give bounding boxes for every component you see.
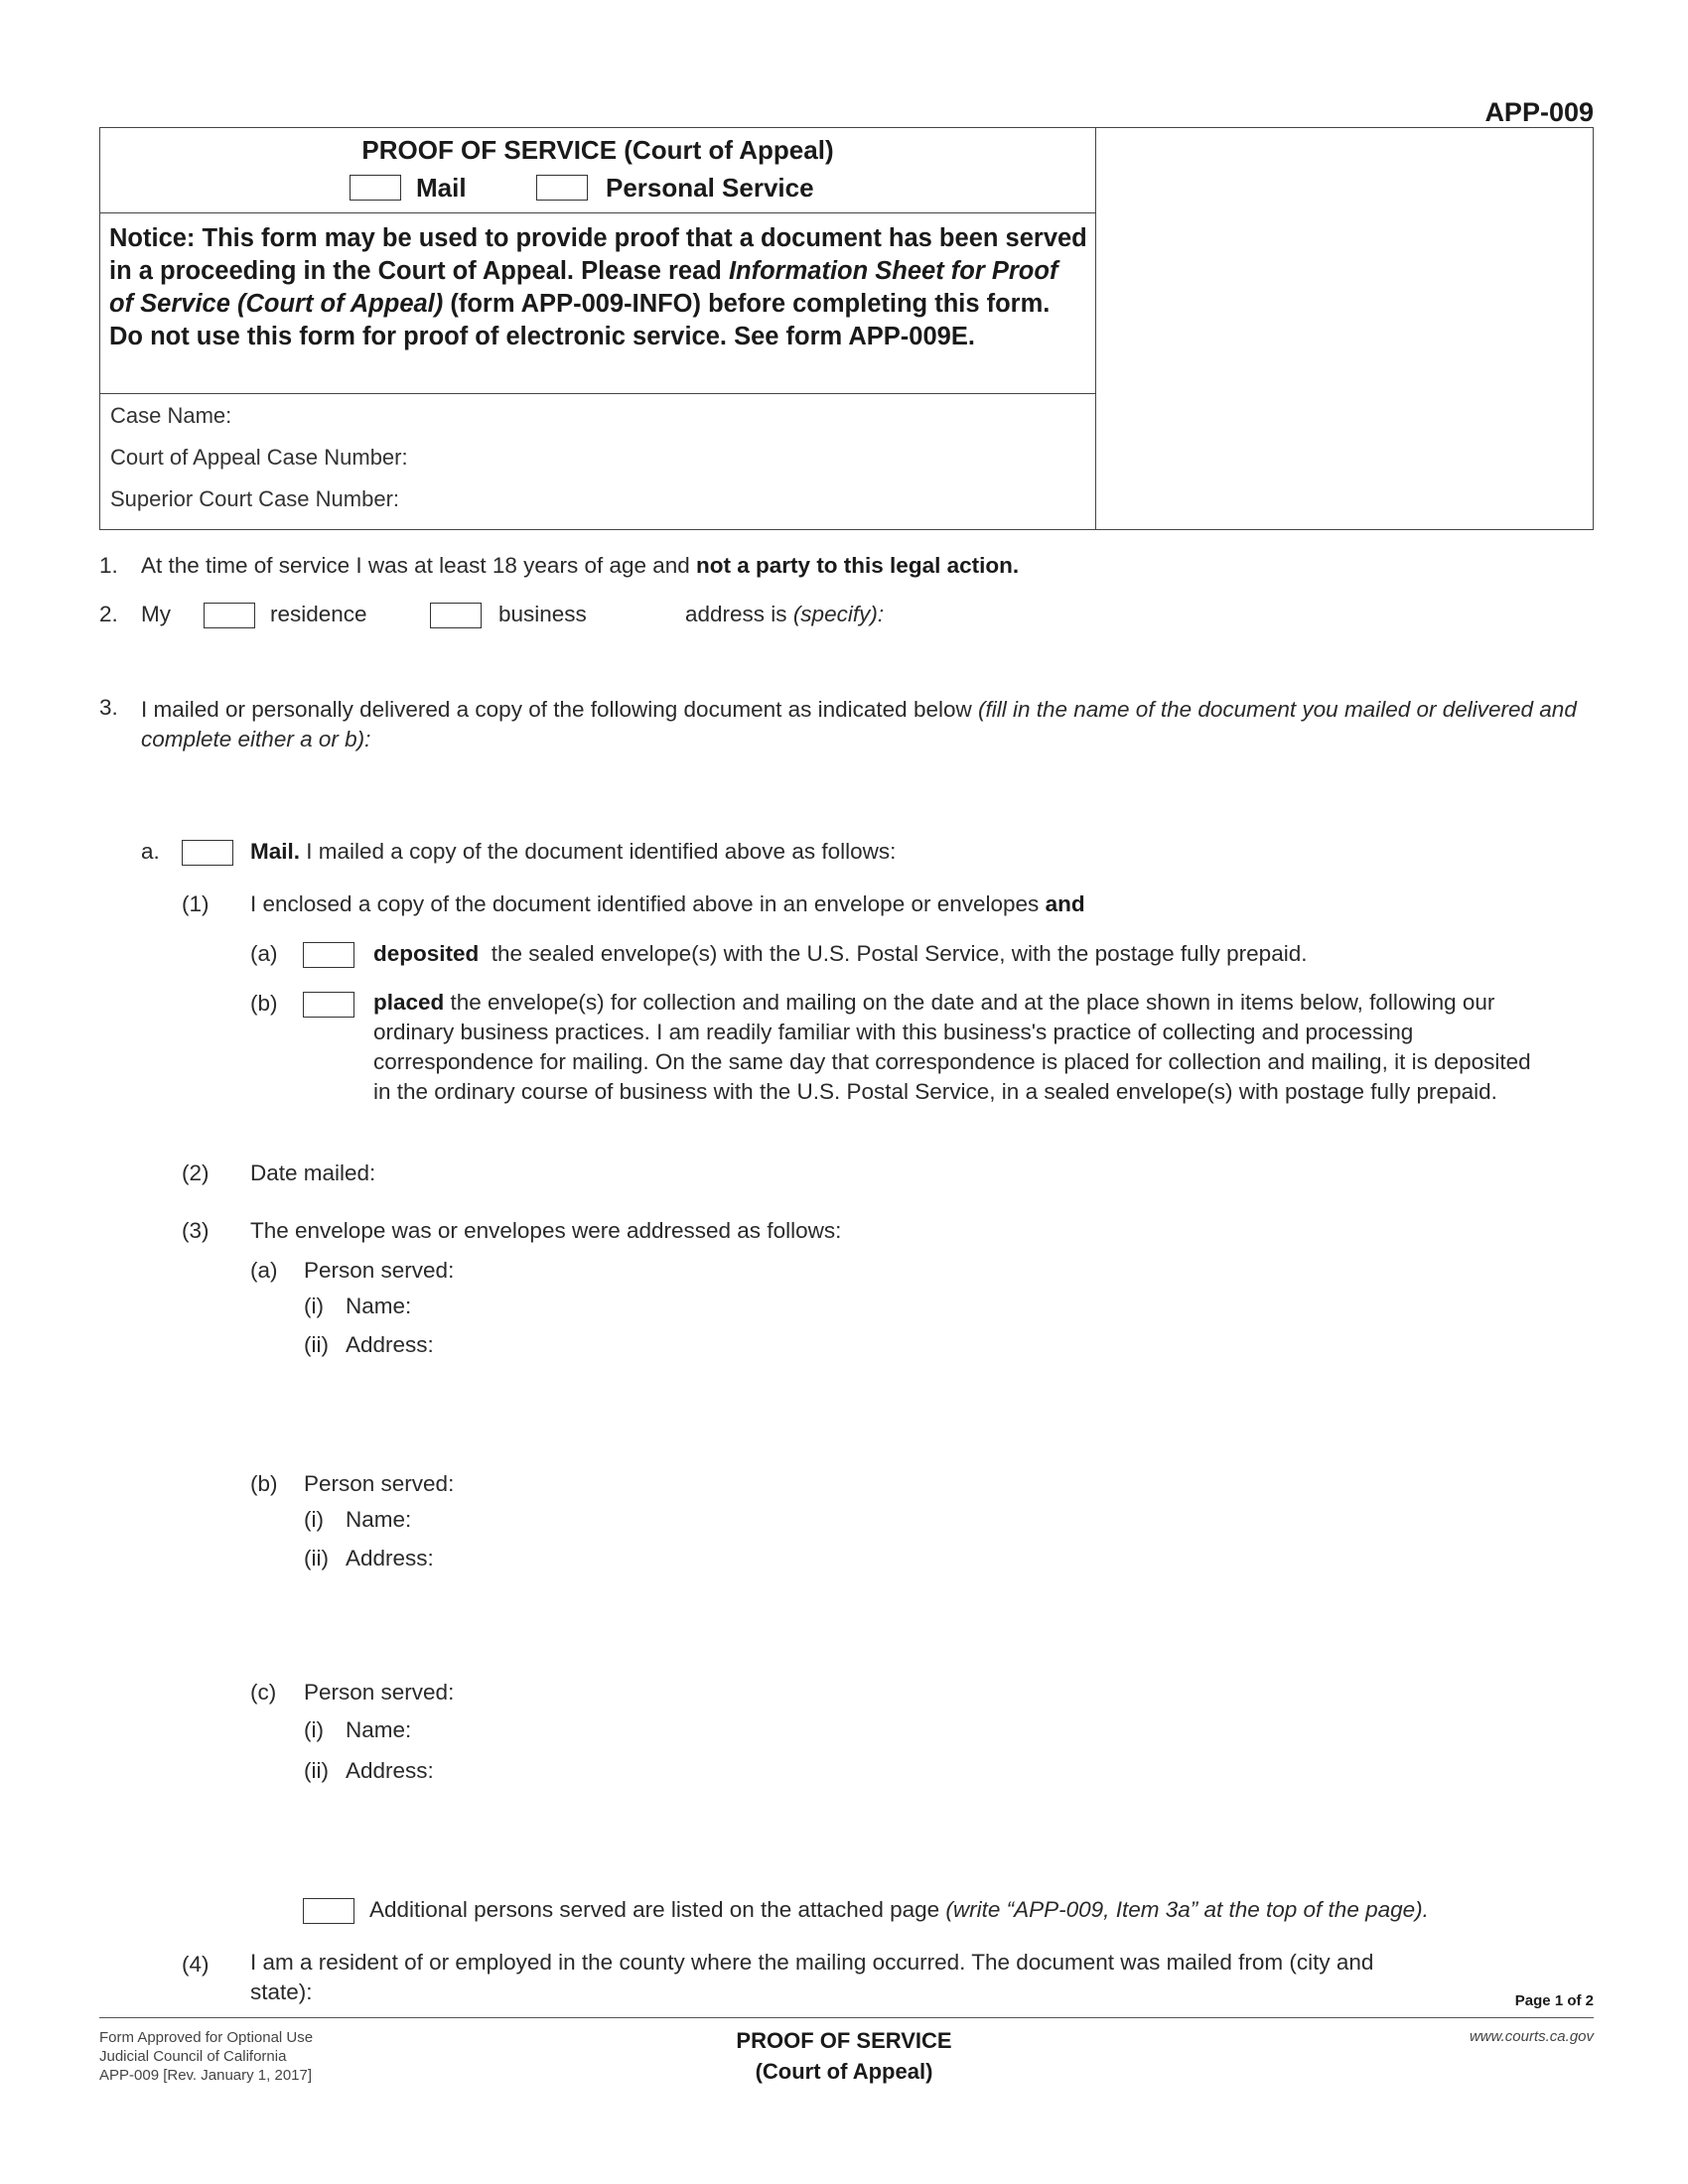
placed-text: placed the envelope(s) for collection and mailing on the date and at the place shown in items below, following our ordinary business practices. I am readily familiar with this business's practice of collecting and processing correspondence for mailing. On the same day that correspondence is placed for collection and mailing, it is deposited in the ordinary course of business with the U.S. Postal Service, in a sealed envelope(s) with postage fully prepaid. [373,990,1531,1104]
address-specify-label: address is (specify): [685,602,885,626]
footer-divider [99,2017,1594,2018]
item1-text: At the time of service I was at least 18 years of age and not a party to this legal action. [141,553,1020,578]
person-letter: (c) [250,1680,277,1705]
item3a-letter: a. [141,839,160,864]
notice-text: Notice: This form may be used to provide proof that a document has been served in a proceeding in the Court of Appeal. Please read Information Sheet for Proof of Service (Court of Appeal) (form APP-009-INFO) before completing this form. Do not use this form for proof of electronic service. See form APP-009E. [109,224,1087,350]
business-checkbox[interactable] [430,603,482,628]
personal-service-checkbox[interactable] [536,175,588,201]
name-field[interactable]: Name: [346,1294,412,1318]
business-label: business [498,602,587,626]
item3-text: I mailed or personally delivered a copy of the following document as indicated below (fill in the name of the document you mailed or delivered and complete either a or b): [141,697,1577,751]
person-served-label: Person served: [304,1680,455,1705]
sub-item-number: (1) [182,891,210,916]
person-served-label: Person served: [304,1258,455,1283]
item-number: 3. [99,695,118,720]
person-letter: (a) [250,1258,278,1283]
additional-persons-text: Additional persons served are listed on the attached page (write “APP-009, Item 3a” at the top of the page). [369,1897,1429,1922]
residence-label: residence [270,602,367,626]
footer-title: PROOF OF SERVICE (Court of Appeal) [736,2028,952,2084]
address-field[interactable]: Address: [346,1546,434,1570]
additional-persons-checkbox[interactable] [303,1898,354,1924]
addressed-as-follows-text: The envelope was or envelopes were addressed as follows: [250,1218,842,1243]
name-number: (i) [304,1294,324,1318]
item-number: 2. [99,602,118,626]
name-field[interactable]: Name: [346,1507,412,1532]
case-name-field[interactable]: Case Name: [110,403,232,428]
sub-item-letter: (a) [250,941,278,966]
mailed-from-field[interactable]: I am a resident of or employed in the county where the mailing occurred. The document was mailed from (city and state): [250,1950,1374,2004]
item2-my-label: My [141,602,171,626]
address-field[interactable]: Address: [346,1758,434,1783]
address-number: (ii) [304,1546,329,1570]
address-number: (ii) [304,1758,329,1783]
mail-method-checkbox[interactable] [182,840,233,866]
sub1-text: I enclosed a copy of the document identified above in an envelope or envelopes and [250,891,1085,916]
address-number: (ii) [304,1332,329,1357]
form-title: PROOF OF SERVICE (Court of Appeal) [361,135,834,165]
item-number: 1. [99,553,118,578]
name-field[interactable]: Name: [346,1717,412,1742]
sub-item-number: (2) [182,1160,210,1185]
date-mailed-field[interactable]: Date mailed: [250,1160,376,1185]
deposited-checkbox[interactable] [303,942,354,968]
superior-case-number-field[interactable]: Superior Court Case Number: [110,486,400,511]
header-divider [99,393,1096,394]
footer-website[interactable]: www.courts.ca.gov [1469,2028,1594,2045]
address-field[interactable]: Address: [346,1332,434,1357]
mail-checkbox[interactable] [350,175,401,201]
person-served-label: Person served: [304,1471,455,1496]
name-number: (i) [304,1507,324,1532]
appeal-case-number-field[interactable]: Court of Appeal Case Number: [110,445,408,470]
mail-label: Mail [416,173,467,203]
person-letter: (b) [250,1471,278,1496]
sub-item-letter: (b) [250,991,278,1016]
sub-item-number: (4) [182,1952,210,1977]
form-id: APP-009 [1484,97,1594,127]
placed-checkbox[interactable] [303,992,354,1018]
item3a-text: Mail. I mailed a copy of the document identified above as follows: [250,839,897,864]
residence-checkbox[interactable] [204,603,255,628]
personal-service-label: Personal Service [606,173,814,203]
sub-item-number: (3) [182,1218,210,1243]
header-divider [99,212,1096,213]
footer-approval: Form Approved for Optional Use Judicial Council of California APP-009 [Rev. January 1, 2017] [99,2029,314,2084]
page-number: Page 1 of 2 [1514,1992,1594,2009]
name-number: (i) [304,1717,324,1742]
deposited-text: deposited the sealed envelope(s) with the U.S. Postal Service, with the postage fully prepaid. [373,941,1308,966]
